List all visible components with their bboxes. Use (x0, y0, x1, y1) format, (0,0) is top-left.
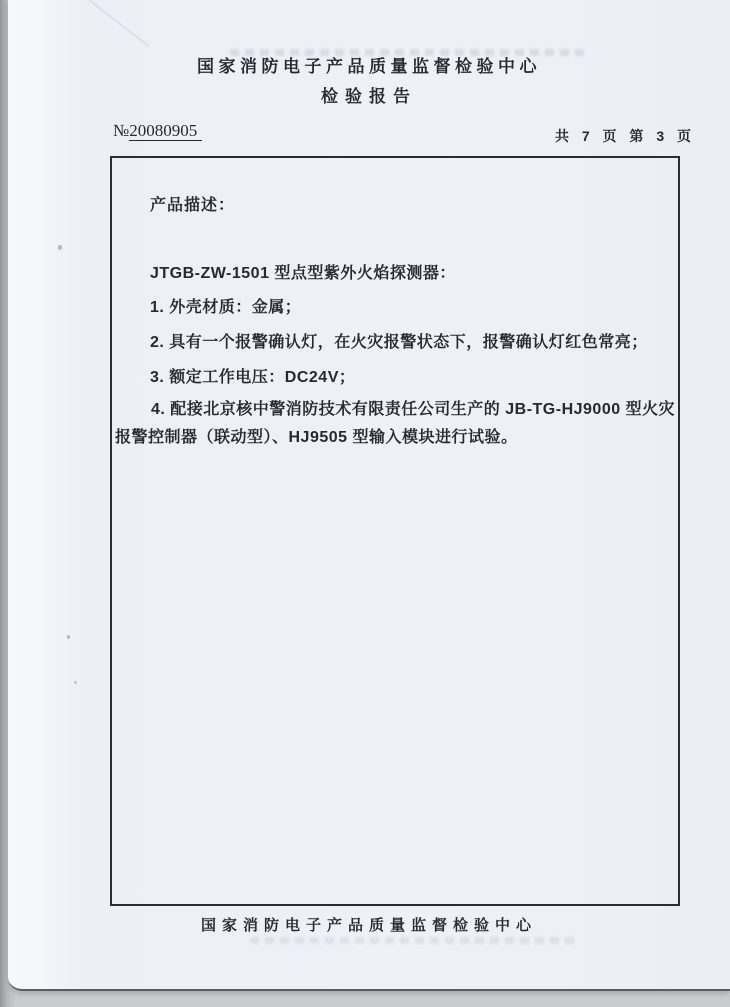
scan-speck-artifact (67, 635, 70, 639)
section-label-product-description: 产品描述： (150, 197, 236, 214)
description-item-4: 4. 配接北京核中警消防技术有限责任公司生产的 JB-TG-HJ9000 型火灾报警控制器（联动型）、HJ9505 型输入模块进行试验。 (115, 401, 676, 446)
description-item-1: 1. 外壳材质：金属； (150, 299, 302, 316)
scan-speck-artifact (74, 681, 77, 684)
report-number-prefix: № (113, 121, 130, 140)
page-count-indicator: 共 7 页 第 3 页 (554, 128, 692, 144)
report-number (113, 121, 202, 141)
scanned-paper (8, 0, 730, 991)
bleed-through-artifact (250, 937, 580, 944)
product-description-box (110, 156, 680, 906)
scan-speck-artifact (58, 245, 62, 250)
header-org-name: 国家消防电子产品质量监督检验中心 (197, 57, 541, 76)
report-title: 检验报告 (321, 87, 417, 106)
footer-org-name: 国家消防电子产品质量监督检验中心 (200, 917, 537, 934)
report-number-value: 20080905 (129, 121, 202, 141)
product-model-title: JTGB-ZW-1501 型点型紫外火焰探测器： (150, 265, 456, 282)
paper-crease-artifact (77, 0, 149, 47)
description-item-2: 2. 具有一个报警确认灯，在火灾报警状态下，报警确认灯红色常亮； (150, 334, 648, 351)
description-item-3: 3. 额定工作电压：DC24V； (150, 369, 356, 386)
